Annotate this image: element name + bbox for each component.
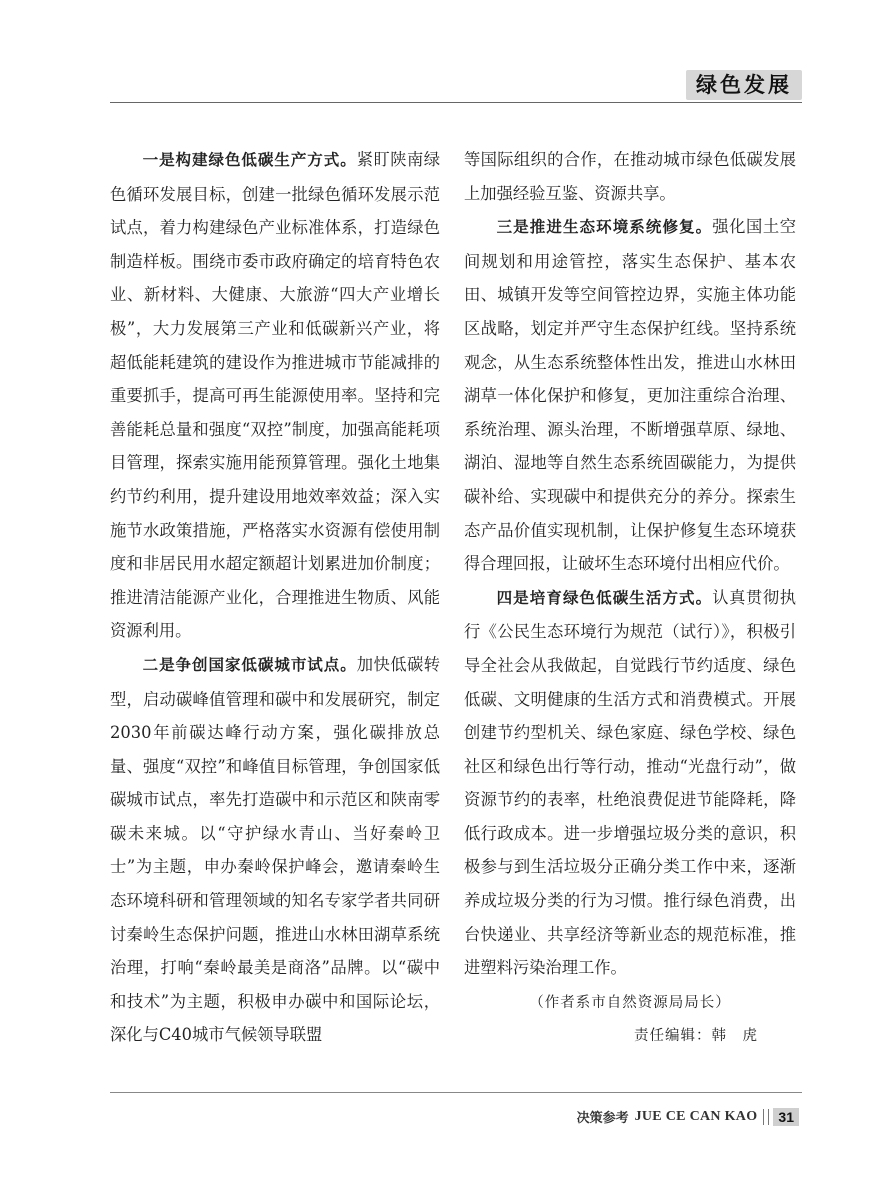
paragraph-1-lead: 一是构建绿色低碳生产方式。	[142, 151, 357, 169]
left-column	[110, 143, 440, 1052]
section-tag: 绿色发展	[686, 70, 802, 100]
paragraph-2-body: 加快低碳转型，启动碳峰值管理和碳中和发展研究，制定2030年前碳达峰行动方案，强化碳排放总量、强度“双控”和峰值目标管理，争创国家低碳城市试点，率先打造碳中和示范区和陕南零碳未来城。以“守护绿水青山、当好秦岭卫士”为主题，申办秦岭保护峰会，邀请秦岭生态环境科研和管理领域的知名专家学者共同研讨秦岭生态保护问题，推进山水林田湖草系统治理，打响“秦岭最美是商洛”品牌。以“碳中和技术”为主题，积极申办碳中和国际论坛，深化与C40城市气候领导联盟	[110, 654, 440, 1045]
editor-note: 责任编辑：韩 虎	[634, 1028, 758, 1045]
author-note: （作者系市自然资源局局长）	[529, 994, 731, 1011]
paragraph-2	[110, 648, 440, 1052]
paragraph-1	[110, 143, 440, 648]
paragraph-1-body: 紧盯陕南绿色循环发展目标，创建一批绿色循环发展示范试点，着力构建绿色产业标准体系，打造绿色制造样板。围绕市委市政府确定的培育特色农业、新材料、大健康、大旅游“四大产业增长极”，大力发展第三产业和低碳新兴产业，将超低能耗建筑的建设作为推进城市节能减排的重要抓手，提高可再生能源使用率。坚持和完善能耗总量和强度“双控”制度，加强高能耗项目管理，探索实施用能预算管理。强化土地集约节约利用，提升建设用地效率效益；深入实施节水政策措施，严格落实水资源有偿使用制度和非居民用水超定额超计划累进加价制度；推进清洁能源产业化，合理推进生物质、风能资源利用。	[110, 150, 440, 641]
right-column	[464, 143, 796, 1054]
publication-name-cn: 决策参考	[576, 1111, 629, 1126]
publication-name-en: JUE CE CAN KAO	[634, 1108, 758, 1124]
paragraph-3	[464, 210, 796, 581]
paragraph-2-continued: 等国际组织的合作，在推动城市绿色低碳发展上加强经验互鉴、资源共享。	[464, 150, 796, 203]
paragraph-2-lead: 二是争创国家低碳城市试点。	[142, 655, 357, 674]
paragraph-4-lead: 四是培育绿色低碳生活方式。	[496, 588, 713, 607]
paragraph-3-lead: 三是推进生态环境系统修复。	[496, 218, 713, 237]
paragraph-4	[464, 581, 796, 985]
page-footer	[577, 1107, 799, 1126]
paragraph-3-body: 强化国土空间规划和用途管控，落实生态保护、基本农田、城镇开发等空间管控边界，实施主体功能区战略，划定并严守生态保护红线。坚持系统观念，从生态系统整体性出发，推进山水林田湖草一体化保护和修复，更加注重综合治理、系统治理、源头治理，不断增强草原、绿地、湖泊、湿地等自然生态系统固碳能力，为提供碳补给、实现碳中和提供充分的养分。探索生态产品价值实现机制，让保护修复生态环境获得合理回报，让破坏生态环境付出相应代价。	[464, 217, 796, 574]
footer-separator	[768, 1109, 769, 1125]
footer-separator	[763, 1109, 764, 1125]
footer-divider	[110, 1092, 802, 1093]
page-number: 31	[773, 1108, 799, 1126]
header-divider	[110, 102, 802, 103]
paragraph-4-body: 认真贯彻执行《公民生态环境行为规范（试行）》，积极引导全社会从我做起，自觉践行节约适度、绿色低碳、文明健康的生活方式和消费模式。开展创建节约型机关、绿色家庭、绿色学校、绿色社区和绿色出行等行动，推动“光盘行动”，做资源节约的表率，杜绝浪费促进节能降耗，降低行政成本。进一步增强垃圾分类的意识，积极参与到生活垃圾分正确分类工作中来，逐渐养成垃圾分类的行为习惯。推行绿色消费，出台快递业、共享经济等新业态的规范标准，推进塑料污染治理工作。	[464, 587, 796, 978]
